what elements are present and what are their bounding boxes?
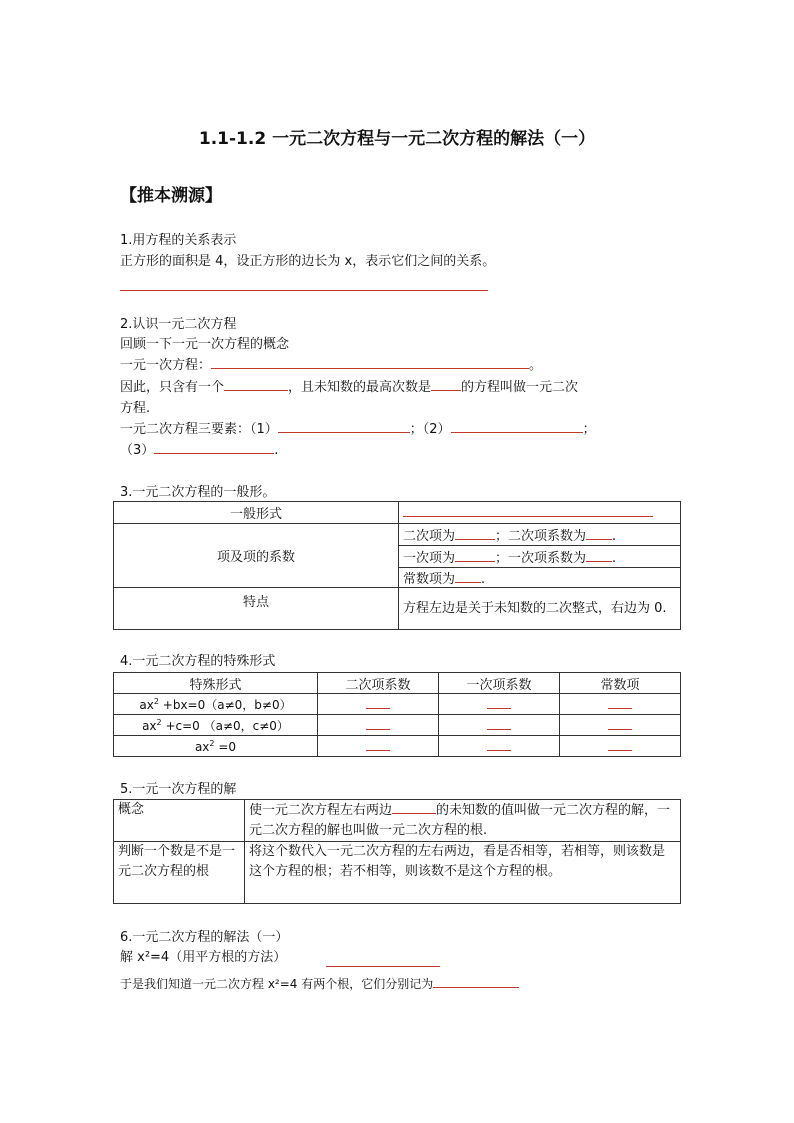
s5-solution-table xyxy=(113,799,681,904)
s3-lin-b: ；一次项系数为 xyxy=(495,551,587,566)
s6-conclude-line xyxy=(120,975,519,993)
s4-form-3-a: ax xyxy=(194,739,210,754)
answer-blank xyxy=(366,696,390,709)
s4-cell xyxy=(318,694,439,715)
s2-elem-end: . xyxy=(274,443,279,458)
s2-p1-a: 因此，只含有一个 xyxy=(120,380,225,395)
s3-heading: 3.一元二次方程的一般形。 xyxy=(120,485,276,500)
s4-form-1 xyxy=(114,694,318,715)
s3-const-dot: . xyxy=(481,572,486,587)
s5-concept-a: 使一元二次方程左右两边 xyxy=(249,802,393,818)
s2-heading: 2.认识一元二次方程 xyxy=(120,317,237,332)
s2-elem-label: 一元二次方程三要素：（1） xyxy=(120,422,278,437)
answer-blank xyxy=(487,738,511,751)
s2-p1-b: ，且未知数的最高次数是 xyxy=(288,380,432,395)
s4-cell xyxy=(439,694,560,715)
s5-judge-label: 判断一个数是不是一元二次方程的根 xyxy=(114,842,245,904)
s2-def-label: 一元一次方程： xyxy=(120,358,212,373)
s6-heading: 6.一元二次方程的解法（一） xyxy=(120,930,289,945)
s1-answer-line xyxy=(120,290,488,291)
s6-solve-blank xyxy=(326,966,440,967)
s4-cell xyxy=(439,715,560,736)
s2-def-line xyxy=(120,356,542,375)
answer-blank xyxy=(608,738,632,751)
s3-quad-b: ；二次项系数为 xyxy=(495,529,587,544)
s2-def-blank xyxy=(211,356,529,369)
s3-lin-dot: . xyxy=(612,551,617,566)
s6-solve: 解 x²=4（用平方根的方法） xyxy=(120,950,287,965)
s2-elem-sep2: ； xyxy=(582,422,596,437)
answer-blank xyxy=(487,717,511,730)
s4-form-2 xyxy=(114,715,318,736)
s2-elem-sep1: ；（2） xyxy=(409,422,451,437)
s4-form-1-b: +bx=0（a≠0，b≠0） xyxy=(158,697,292,712)
s4-cell xyxy=(560,694,681,715)
s6-conclude: 于是我们知道一元二次方程 x²=4 有两个根，它们分别记为 xyxy=(120,977,434,991)
s4-form-2-a: ax xyxy=(142,718,157,733)
s1-heading: 1.用方程的关系表示 xyxy=(120,233,237,248)
s3-quad-coef-blank xyxy=(586,527,612,540)
s3-lin-a: 一次项为 xyxy=(403,551,456,566)
s2-p1-c: 的方程叫做一元二次 xyxy=(461,380,579,395)
s2-elem-line xyxy=(120,420,596,439)
s5-concept-cell xyxy=(245,800,681,842)
s4-header-lin: 一次项系数 xyxy=(439,673,560,694)
s4-form-2-b: +c=0 （a≠0，c≠0） xyxy=(161,718,289,733)
s4-special-forms-table xyxy=(113,672,681,757)
s5-concept-blank xyxy=(392,801,436,814)
table-row xyxy=(114,694,681,715)
s2-elem3-line xyxy=(120,441,278,460)
s3-quad-dot: . xyxy=(612,529,617,544)
s5-heading: 5.一元一次方程的解 xyxy=(120,782,237,797)
s2-review: 回顾一下一元一次方程的概念 xyxy=(120,337,290,352)
s3-const-a: 常数项为 xyxy=(403,572,456,587)
table-row xyxy=(114,715,681,736)
answer-blank xyxy=(366,717,390,730)
s2-blank-unknowns xyxy=(224,378,288,391)
s2-elem3-label: （3） xyxy=(120,443,155,458)
s1-text: 正方形的面积是 4，设正方形的边长为 x，表示它们之间的关系。 xyxy=(120,254,496,269)
s4-form-3-b: =0 xyxy=(214,739,237,754)
s2-elem-blank-3 xyxy=(154,441,274,454)
answer-blank xyxy=(608,696,632,709)
s3-row3-label: 特点 xyxy=(114,588,399,630)
s4-form-2-sup: 2 xyxy=(156,717,162,727)
s3-lin-cell xyxy=(399,546,681,568)
s3-quad-blank xyxy=(455,527,495,540)
s4-form-3-sup: 2 xyxy=(209,738,215,748)
s3-quad-cell xyxy=(399,524,681,546)
s4-header-const: 常数项 xyxy=(560,673,681,694)
answer-blank xyxy=(487,696,511,709)
s2-blank-degree xyxy=(431,378,461,391)
s2-p1-line xyxy=(120,378,578,397)
s3-quad-a: 二次项为 xyxy=(403,529,456,544)
s3-lin-coef-blank xyxy=(586,549,612,562)
answer-blank xyxy=(366,738,390,751)
s3-const-blank xyxy=(455,570,481,583)
s5-concept-label: 概念 xyxy=(114,800,245,842)
s6-roots-blank xyxy=(433,975,519,988)
s3-row1-value xyxy=(399,502,681,524)
s3-row2-label: 项及项的系数 xyxy=(114,524,399,588)
s4-header-quad: 二次项系数 xyxy=(318,673,439,694)
s4-cell xyxy=(318,715,439,736)
s4-form-3 xyxy=(114,736,318,757)
s4-header-form: 特殊形式 xyxy=(114,673,318,694)
s2-def-end: 。 xyxy=(529,358,543,373)
s4-cell xyxy=(318,736,439,757)
s3-row1-label: 一般形式 xyxy=(114,502,399,524)
s3-row3-text: 方程左边是关于未知数的二次整式，右边为 0. xyxy=(399,588,681,630)
page-title: 1.1-1.2 一元二次方程与一元二次方程的解法（一） xyxy=(198,129,596,149)
s5-judge-text: 将这个数代入一元二次方程的左右两边，看是否相等，若相等，则该数是这个方程的根；若不相等，则该数不是这个方程的根。 xyxy=(245,842,681,904)
s3-general-form-table xyxy=(113,501,681,630)
s4-heading: 4.一元二次方程的特殊形式 xyxy=(120,654,276,669)
answer-blank xyxy=(608,717,632,730)
s3-const-cell xyxy=(399,568,681,588)
s4-cell xyxy=(560,715,681,736)
s4-cell xyxy=(560,736,681,757)
s2-p1-d: 方程. xyxy=(120,401,151,416)
section-heading: 【推本溯源】 xyxy=(120,186,222,206)
s4-form-1-sup: 2 xyxy=(153,696,159,706)
s4-cell xyxy=(439,736,560,757)
s3-general-form-blank xyxy=(403,504,653,517)
s3-lin-blank xyxy=(455,549,495,562)
s4-form-1-a: ax xyxy=(139,697,154,712)
s2-elem-blank-2 xyxy=(451,420,583,433)
s5-concept-b: 的未知数的值叫做一元二次方程的解，一元二次方程的解也叫做一元二次方程的根. xyxy=(249,802,671,838)
table-row xyxy=(114,736,681,757)
s2-elem-blank-1 xyxy=(278,420,410,433)
